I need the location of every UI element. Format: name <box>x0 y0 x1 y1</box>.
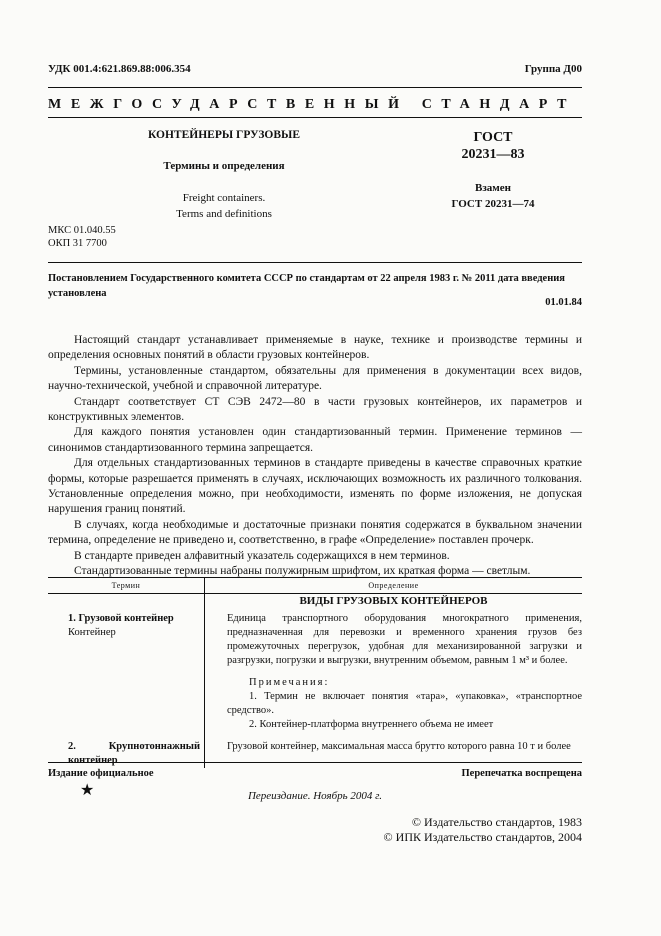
term-name: 2. Крупнотоннажный контейнер <box>68 741 200 766</box>
gost-block <box>427 129 559 212</box>
document-subtitle: Термины и определения <box>163 160 285 172</box>
terms-table <box>48 577 582 768</box>
note-item: 2. Контейнер-платформа внутреннего объема не имеет <box>249 719 494 730</box>
gost-label: ГОСТ <box>473 130 513 145</box>
reprint-prohibited: Перепечатка воспрещена <box>461 768 582 779</box>
decree-text: Постановлением Государственного комитета СССР по стандартам от 22 апреля 1983 г. № 2011 дата введения установлена <box>48 273 565 299</box>
section-heading: ВИДЫ ГРУЗОВЫХ КОНТЕЙНЕРОВ <box>299 595 488 607</box>
note-item: 1. Термин не включает понятия «тара», «упаковка», «транспортное средство». <box>227 691 582 716</box>
intro-paragraph: В случаях, когда необходимые и достаточные признаки понятия содержатся в буквальном значении термина, определение не приведено и, соответственно, в графе «Определение» поставлен прочерк. <box>48 518 582 547</box>
column-header-definition: Определение <box>205 578 583 594</box>
english-title <box>132 190 316 222</box>
decree-rule <box>48 262 582 263</box>
interstate-standard-heading: МЕЖГОСУДАРСТВЕННЫЙ СТАНДАРТ <box>48 97 577 112</box>
heading-rule <box>48 117 582 118</box>
udk-code: УДК 001.4:621.869.88:006.354 <box>48 63 191 75</box>
document-title: КОНТЕЙНЕРЫ ГРУЗОВЫЕ <box>147 129 301 141</box>
introduction <box>48 333 582 580</box>
official-edition: Издание официальное <box>48 768 154 779</box>
term-cell <box>48 608 205 732</box>
intro-paragraph: В стандарте приведен алфавитный указатель содержащихся в нем терминов. <box>74 549 450 562</box>
table-row <box>48 608 582 732</box>
term-short-form: Контейнер <box>68 627 116 638</box>
table-header-row <box>48 578 582 594</box>
okp-code: ОКП 31 7700 <box>48 238 107 249</box>
intro-paragraph: Для отдельных стандартизованных терминов в стандарте приведены в качестве справочных краткие формы, которые разрешается применять в случаях, исключающих возможность их различного толкования. Установленные определения можно, при необходимости, изменять по форме изложения, не допуская нарушения границ понятий. <box>48 457 582 516</box>
reissue-note: Переиздание. Ноябрь 2004 г. <box>247 790 383 802</box>
column-header-term: Термин <box>48 578 205 594</box>
replaces-standard: ГОСТ 20231—74 <box>451 198 535 210</box>
footer-rule <box>48 762 582 763</box>
copyright-2004: © ИПК Издательство стандартов, 2004 <box>383 830 582 844</box>
english-title-line: Freight containers. <box>182 192 266 204</box>
star-icon: ★ <box>80 782 95 799</box>
title-block <box>132 129 316 222</box>
intro-paragraph: Стандарт соответствует СТ СЭВ 2472—80 в части грузовых контейнеров, их параметров и конструктивных элементов. <box>48 395 582 424</box>
gost-number: 20231—83 <box>461 147 525 162</box>
section-spacer <box>48 594 205 609</box>
intro-paragraph: Термины, установленные стандартом, обязательны для применения в документации всех видов, научно-технической, учебной и справочной литературе. <box>48 364 582 393</box>
replaces-label: Взамен <box>475 182 511 194</box>
intro-paragraph: Стандартизованные термины набраны полужирным шрифтом, их краткая форма — светлым. <box>74 565 531 578</box>
section-row <box>48 594 582 609</box>
header-rule <box>48 87 582 88</box>
classification-codes <box>48 224 116 250</box>
note-title: Примечания: <box>249 677 330 688</box>
definition-text: Грузовой контейнер, максимальная масса брутто которого равна 10 т и более <box>227 741 571 752</box>
intro-paragraph: Настоящий стандарт устанавливает применяемые в науке, технике и производстве термины и определения основных понятий в области грузовых контейнеров. <box>48 334 582 362</box>
definition-text: Единица транспортного оборудования многократного применения, предназначенная для перевозки и временного хранения грузов без промежуточных перегрузок, удобная для механизированной загрузки и разгрузки, погрузки и выгрузки, внутренним объемом, равным 1 м³ и более. <box>227 613 582 666</box>
effective-date: 01.01.84 <box>545 297 582 308</box>
definition-cell <box>205 608 583 732</box>
english-subtitle-line: Terms and definitions <box>176 208 272 220</box>
term-name: 1. Грузовой контейнер <box>68 613 174 624</box>
intro-paragraph: Для каждого понятия установлен один стандартизованный термин. Применение терминов — синонимов стандартизованного термина запрещается. <box>48 426 582 454</box>
group-code: Группа Д00 <box>524 63 582 75</box>
replaces-block <box>427 180 559 212</box>
mks-code: МКС 01.040.55 <box>48 225 116 236</box>
copyright-1983: © Издательство стандартов, 1983 <box>411 815 582 829</box>
